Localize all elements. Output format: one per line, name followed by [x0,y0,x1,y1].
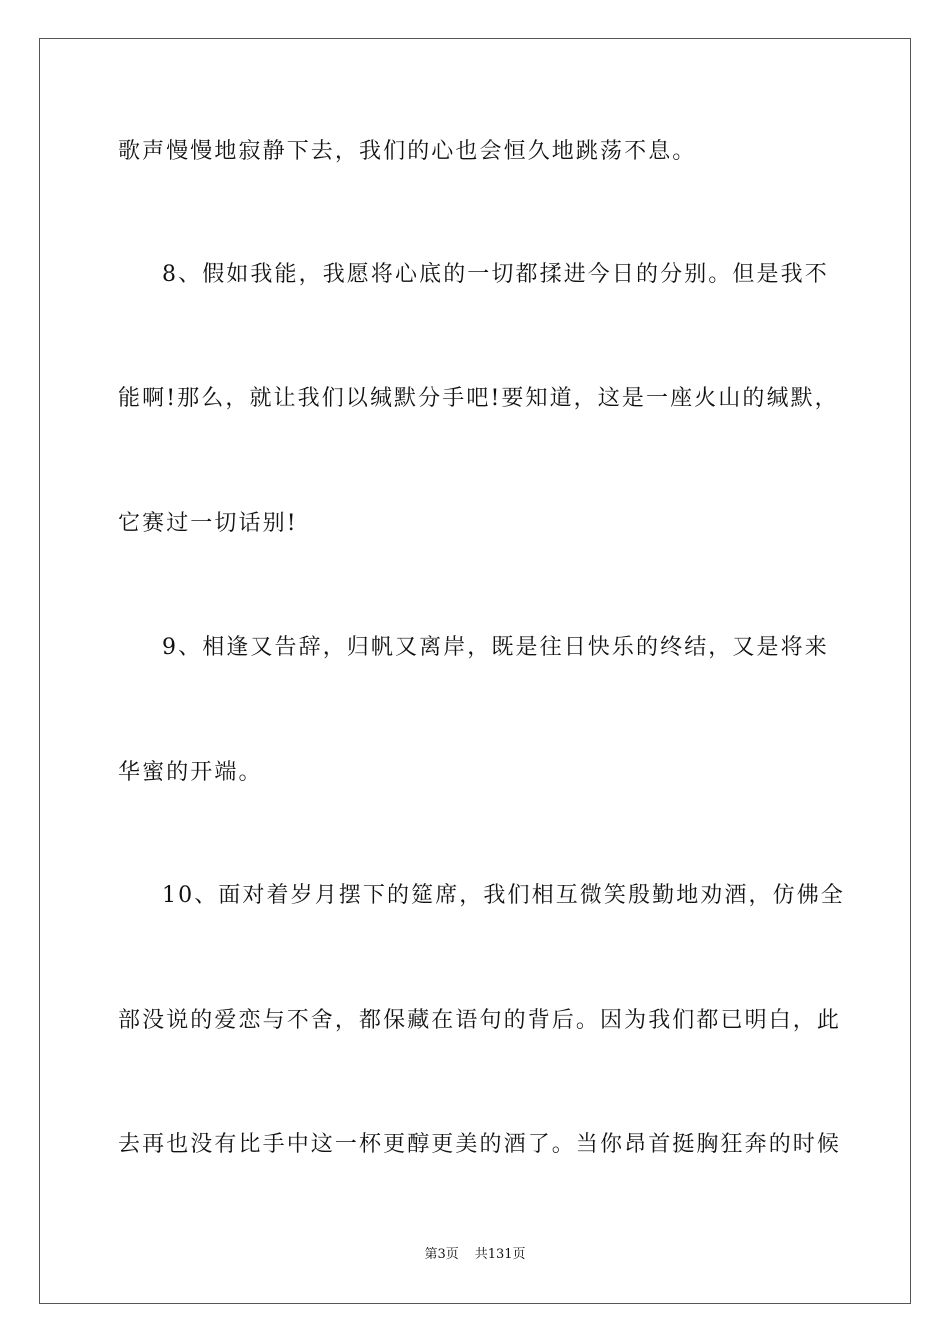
text-line: 部没说的爱恋与不舍，都保藏在语句的背后。因为我们都已明白，此 [118,1008,842,1033]
text-line: 9、相逢又告辞，归帆又离岸，既是往日快乐的终结，又是将来 [162,635,829,660]
page-border [39,38,911,1304]
text-line: 去再也没有比手中这一杯更醇更美的酒了。当你昂首挺胸狂奔的时候 [118,1132,842,1157]
text-line: 8、假如我能，我愿将心底的一切都揉进今日的分别。但是我不 [162,262,829,287]
text-line: 华蜜的开端。 [118,760,263,785]
text-line: 10、面对着岁月摆下的筵席，我们相互微笑殷勤地劝酒，仿佛全 [162,883,845,908]
text-line: 能啊!那么，就让我们以缄默分手吧!要知道，这是一座火山的缄默， [118,386,839,411]
text-line: 歌声慢慢地寂静下去，我们的心也会恒久地跳荡不息。 [118,139,697,164]
page-footer [0,1246,950,1264]
text-line: 它赛过一切话别! [118,511,298,536]
page-number: 第3页 [424,1247,459,1262]
page-total: 共131页 [474,1247,526,1262]
